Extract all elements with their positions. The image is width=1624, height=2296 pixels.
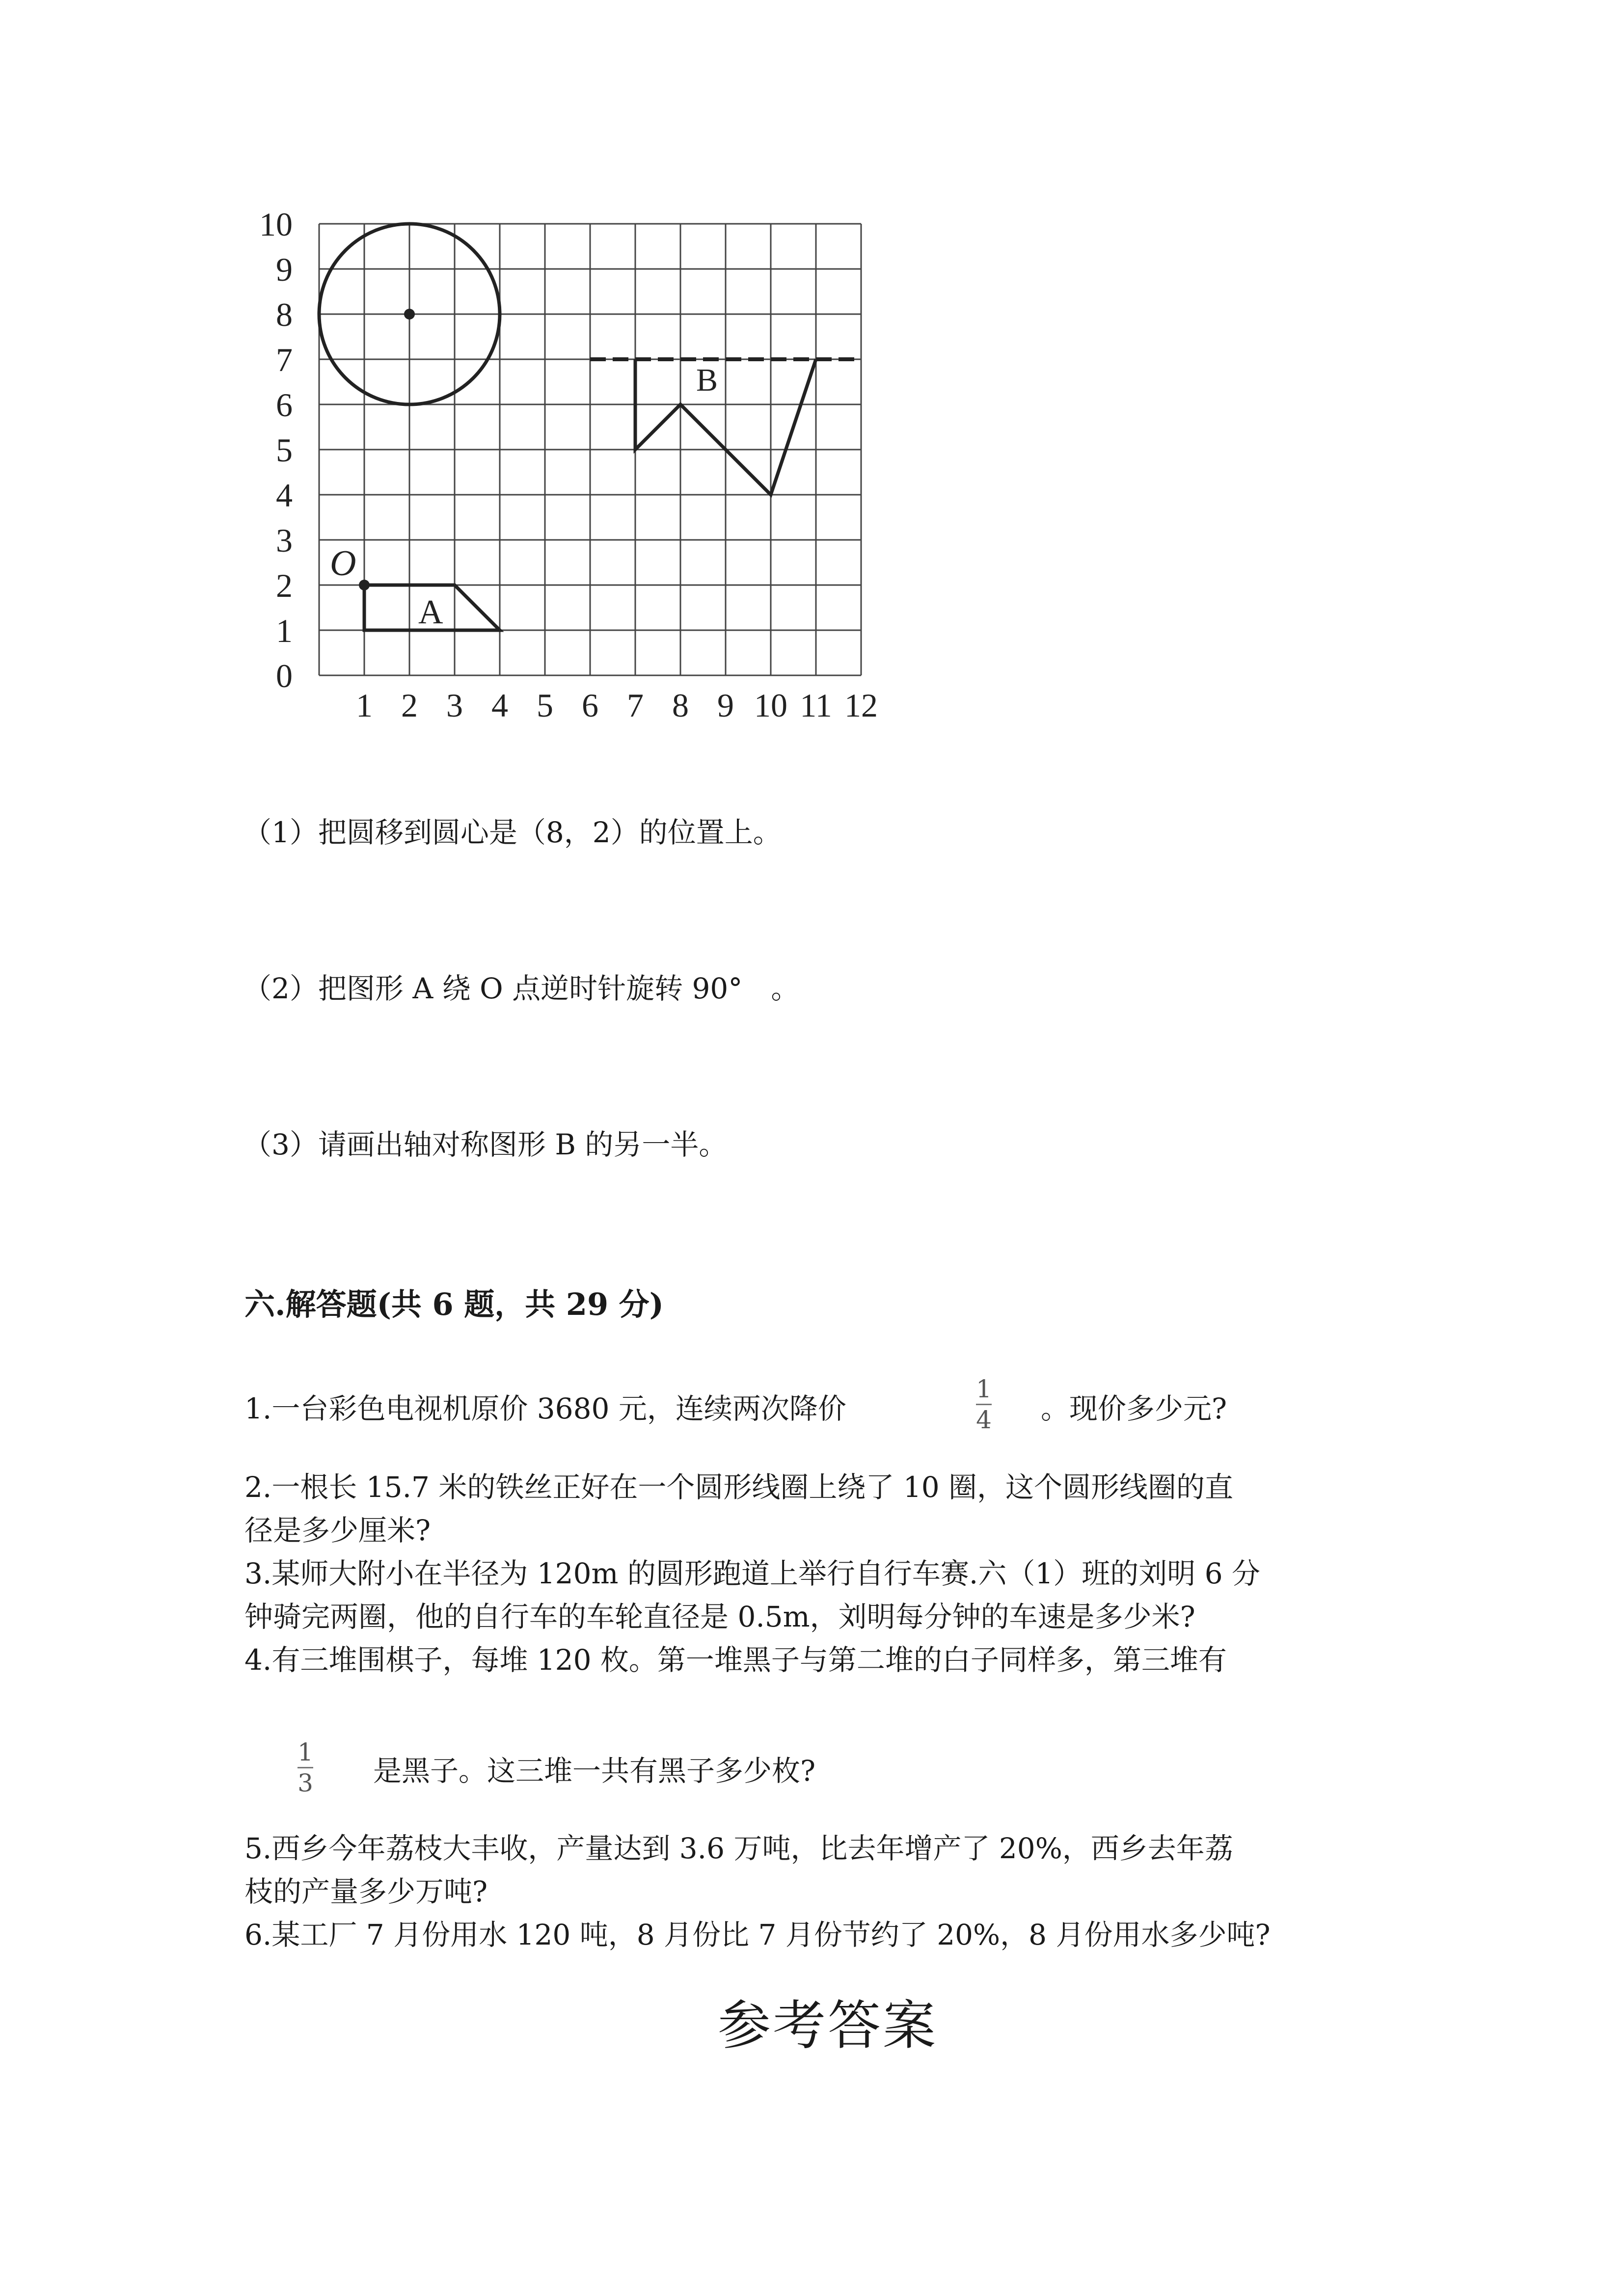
task-3: （3）请画出轴对称图形 B 的另一半。: [243, 1128, 728, 1161]
question-5-line-2: 枝的产量多少万吨?: [244, 1875, 488, 1908]
grid-lines: [319, 224, 861, 675]
y-tick-label: 2: [276, 567, 293, 604]
question-1-text: 1.一台彩色电视机原价 3680 元，连续两次降价: [244, 1392, 846, 1425]
question-1-tail: 。现价多少元?: [1041, 1392, 1227, 1425]
question-5-line-1: 5.西乡今年荔枝大丰收，产量达到 3.6 万吨，比去年增产了 20%，西乡去年荔: [244, 1832, 1233, 1865]
fraction-denominator: 4: [976, 1406, 992, 1434]
shape-b-label: B: [696, 362, 718, 398]
y-tick-label: 6: [276, 386, 293, 424]
x-tick-label: 7: [627, 687, 644, 724]
answer-key-title: 参考答案: [718, 1995, 938, 2056]
y-tick-label: 3: [276, 522, 293, 559]
point-o: [359, 580, 370, 590]
y-tick-label: 4: [276, 477, 293, 514]
question-2-line-2: 径是多少厘米?: [244, 1514, 431, 1547]
fraction-numerator: 1: [976, 1375, 992, 1403]
fraction-numerator: 1: [298, 1738, 313, 1766]
y-tick-label: 8: [276, 296, 293, 333]
y-tick-label: 7: [276, 341, 293, 378]
section-heading: 六.解答题(共 6 题，共 29 分): [244, 1286, 664, 1322]
x-tick-label: 10: [754, 687, 787, 724]
y-tick-label: 5: [276, 431, 293, 469]
question-4-fraction: [298, 1737, 313, 1798]
x-tick-label: 3: [446, 687, 463, 724]
x-tick-label: 8: [672, 687, 689, 724]
x-tick-label: 11: [800, 687, 832, 724]
y-axis-tick-labels: [259, 206, 293, 694]
x-tick-label: 1: [356, 687, 373, 724]
y-tick-label: 1: [276, 612, 293, 649]
question-3-line-2: 钟骑完两圈，他的自行车的车轮直径是 0.5m，刘明每分钟的车速是多少米?: [244, 1600, 1195, 1633]
coordinate-grid-figure: [0, 0, 933, 736]
task-1: （1）把圆移到圆心是（8，2）的位置上。: [243, 816, 782, 849]
question-6: 6.某工厂 7 月份用水 120 吨，8 月份比 7 月份节约了 20%，8 月份用水多少吨?: [244, 1918, 1271, 1951]
y-tick-label: 10: [259, 206, 293, 243]
circle-center-point: [404, 309, 415, 320]
y-tick-label: 9: [276, 251, 293, 288]
question-1-fraction: [976, 1374, 992, 1435]
x-tick-label: 6: [582, 687, 598, 724]
x-tick-label: 4: [491, 687, 508, 724]
task-2: （2）把图形 A 绕 O 点逆时针旋转 90° 。: [243, 972, 800, 1005]
x-tick-label: 12: [844, 687, 878, 724]
question-4-line-1: 4.有三堆围棋子，每堆 120 枚。第一堆黑子与第二堆的白子同样多，第三堆有: [244, 1643, 1227, 1677]
fraction-denominator: 3: [298, 1769, 313, 1797]
y-tick-label: 0: [276, 657, 293, 694]
question-4-tail: 是黑子。这三堆一共有黑子多少枚?: [373, 1754, 816, 1788]
x-tick-label: 5: [537, 687, 553, 724]
question-3-line-1: 3.某师大附小在半径为 120m 的圆形跑道上举行自行车赛.六（1）班的刘明 6 分: [244, 1557, 1261, 1590]
x-axis-tick-labels: [356, 687, 878, 724]
point-o-label: O: [330, 543, 356, 584]
x-tick-label: 9: [717, 687, 734, 724]
shape-a-label: A: [418, 593, 443, 631]
x-tick-label: 2: [401, 687, 418, 724]
question-2-line-1: 2.一根长 15.7 米的铁丝正好在一个圆形线圈上绕了 10 圈，这个圆形线圈的直: [244, 1470, 1234, 1504]
